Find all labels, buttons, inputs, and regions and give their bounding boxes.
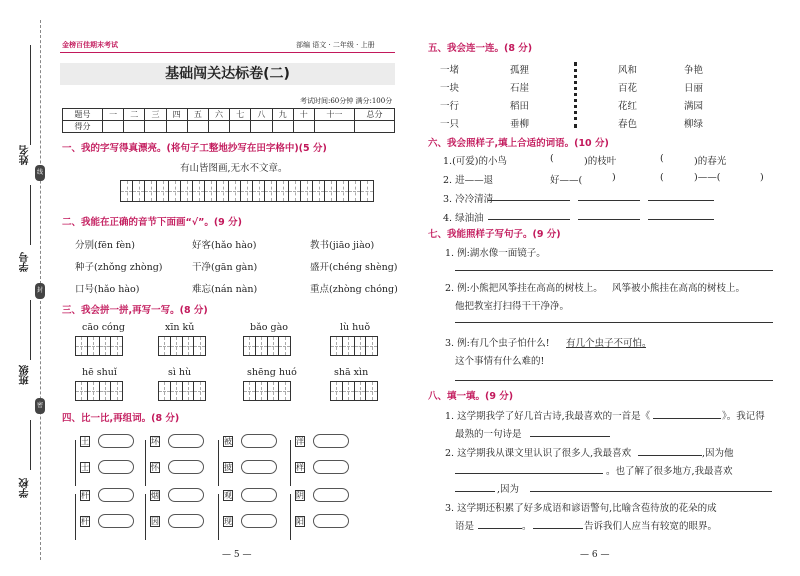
s8-q3d: 告诉我们人应当有较宽的眼界。 [584, 521, 718, 532]
word-oval[interactable] [168, 514, 204, 528]
school-underline [30, 420, 31, 470]
number-label: 学号 [20, 252, 31, 272]
word-oval[interactable] [241, 514, 277, 528]
answer-line[interactable] [455, 380, 773, 381]
s6-suffix: )的春光 [694, 156, 727, 167]
answer-line[interactable] [478, 528, 522, 529]
match-item[interactable]: 争艳 [684, 65, 704, 76]
s8-q3c: 。 [522, 521, 532, 532]
section-2-title: 二、我能在正确的音节下面画“√”。(9 分) [62, 217, 242, 228]
pinyin-label: lù huǒ [340, 322, 371, 333]
header-rule [60, 52, 395, 53]
s6-example: 1.(可爱)的小鸟 [443, 156, 507, 167]
s8-q2d: ,因为 [497, 484, 520, 495]
pinyin-label: bǎo gào [250, 322, 288, 333]
match-item[interactable]: 春色 [618, 119, 638, 130]
pinyin-label: cāo cóng [82, 322, 125, 333]
score-input[interactable] [208, 121, 229, 133]
edition-label: 部编 语文 · 二年级 · 上册 [296, 41, 375, 49]
score-label: 得分 [63, 121, 103, 133]
compare-char: 阴 [296, 491, 304, 500]
word-oval[interactable] [98, 434, 134, 448]
compare-char: 阳 [296, 517, 304, 526]
s8-q2c: 。也了解了很多地方,我最喜欢 [606, 466, 733, 477]
pinyin-label: sì hù [168, 367, 192, 378]
pinyin-choice[interactable]: 分别(fēn fèn) [75, 240, 135, 251]
word-oval[interactable] [241, 488, 277, 502]
match-item[interactable]: 孤狸 [510, 65, 530, 76]
answer-line[interactable] [648, 219, 714, 220]
write-box[interactable] [243, 381, 291, 401]
s6-example: 2. 进——退 [443, 175, 494, 186]
series-label: 金榜百佳期末考试 [62, 40, 118, 49]
answer-line[interactable] [653, 418, 721, 419]
s6-paren-open: ( [660, 153, 664, 164]
score-input[interactable] [272, 121, 293, 133]
compare-char: 烟 [151, 491, 159, 500]
match-item[interactable]: 日丽 [684, 83, 704, 94]
binding-strip [0, 0, 50, 576]
s6-paren-open: ( [550, 153, 554, 164]
s7-example-3: 3. 例:有几个虫子怕什么! [445, 338, 550, 349]
match-item[interactable]: 风和 [618, 65, 638, 76]
s8-q1c: 最熟的一句诗是 [455, 429, 522, 440]
answer-line[interactable] [488, 219, 570, 220]
s6-text: 好——( [550, 175, 583, 186]
score-cell: 二 [124, 109, 145, 121]
word-oval[interactable] [168, 460, 204, 474]
s6-example: 3. 冷冷清清 [443, 194, 494, 205]
pinyin-choice[interactable]: 重点(zhòng chóng) [310, 284, 398, 295]
compare-char: 现 [224, 517, 232, 526]
score-cell: 七 [230, 109, 251, 121]
page-title: 基础闯关达标卷(二) [165, 66, 290, 82]
score-input[interactable] [124, 121, 145, 133]
word-oval[interactable] [313, 514, 349, 528]
answer-line[interactable] [578, 219, 640, 220]
write-box[interactable] [158, 336, 206, 356]
score-input[interactable] [103, 121, 124, 133]
write-box[interactable] [243, 336, 291, 356]
compare-char: 杆 [81, 491, 89, 500]
s7-prompt-2: 他把教室打扫得干干净净。 [455, 301, 570, 312]
score-cell: 十 [293, 109, 314, 121]
binding-hole-2: 封 [35, 283, 45, 299]
compare-char: 被 [224, 437, 232, 446]
write-box[interactable] [75, 336, 123, 356]
s8-q1: 1. 这学期我学了好几首古诗,我最喜欢的一首是《 [445, 411, 651, 422]
dotted-divider [574, 62, 577, 128]
answer-line[interactable] [638, 455, 702, 456]
compare-char: 披 [224, 463, 232, 472]
s7-example-3b: 有几个虫子不可怕。 [566, 338, 652, 349]
s8-q3b: 语是 [455, 521, 475, 532]
class-underline [30, 300, 31, 360]
score-table [62, 108, 395, 133]
score-cell: 十一 [314, 109, 354, 121]
match-item[interactable]: 石崖 [510, 83, 530, 94]
score-cell: 四 [166, 109, 187, 121]
word-oval[interactable] [313, 460, 349, 474]
word-oval[interactable] [98, 460, 134, 474]
write-box[interactable] [158, 381, 206, 401]
pinyin-choice[interactable]: 口号(hǎo hào) [75, 284, 140, 295]
s6-text: ) [612, 172, 616, 183]
match-item[interactable]: 满园 [684, 101, 704, 112]
answer-line[interactable] [455, 473, 603, 474]
answer-line[interactable] [648, 200, 714, 201]
score-value-row [63, 121, 395, 133]
s8-q2: 2. 这学期我从课文里认识了很多人,我最喜欢 [445, 448, 632, 459]
page-number-right: — 6 — [580, 550, 610, 560]
pinyin-label: hē shuǐ [82, 367, 117, 378]
score-input[interactable] [314, 121, 354, 133]
s8-q1b: 》。我记得 [722, 411, 765, 422]
pinyin-label: shēng huó [247, 367, 297, 378]
match-item[interactable]: 百花 [618, 83, 638, 94]
section-7-title: 七、我能照样子写句子。(9 分) [428, 229, 561, 240]
pinyin-choice[interactable]: 种子(zhǒng zhòng) [75, 262, 163, 273]
compare-char: 坏 [151, 437, 159, 446]
section-6-title: 六、我会照样子,填上合适的词语。(10 分) [428, 138, 609, 149]
score-cell: 题号 [63, 109, 103, 121]
match-item[interactable]: 柳绿 [684, 119, 704, 130]
name-label: 姓名 [20, 145, 31, 165]
score-cell: 三 [145, 109, 166, 121]
write-box[interactable] [75, 381, 123, 401]
answer-line[interactable] [578, 200, 640, 201]
binding-hole-3: 密 [35, 398, 45, 414]
time-info: 考试时间:60分钟 满分:100分 [300, 97, 393, 105]
word-oval[interactable] [98, 488, 134, 502]
section-4-title: 四、比一比,再组词。(8 分) [62, 413, 180, 424]
score-input[interactable] [293, 121, 314, 133]
word-oval[interactable] [241, 434, 277, 448]
write-box[interactable] [330, 381, 378, 401]
score-input[interactable] [187, 121, 208, 133]
s8-q3: 3. 这学期还积累了好多成语和谚语警句,比喻含苞待放的花朵的成 [445, 503, 717, 514]
copy-sentence: 有山皆图画,无水不文章。 [180, 163, 288, 174]
word-oval[interactable] [313, 434, 349, 448]
tian-grid[interactable] [120, 180, 374, 202]
s7-example-2: 2. 例:小熊把风筝挂在高高的树枝上。 [445, 283, 603, 294]
score-input[interactable] [354, 121, 394, 133]
section-3-title: 三、我会拼一拼,再写一写。(8 分) [62, 305, 208, 316]
word-oval[interactable] [241, 460, 277, 474]
compare-char: 观 [224, 491, 232, 500]
s6-text: ( [660, 172, 664, 183]
write-box[interactable] [330, 336, 378, 356]
pinyin-label: xīn kǔ [165, 322, 195, 333]
compare-char: 样 [296, 463, 304, 472]
answer-line[interactable] [533, 528, 583, 529]
pinyin-choice[interactable]: 难忘(nán nàn) [192, 284, 258, 295]
school-label: 学校 [20, 478, 31, 498]
answer-line[interactable] [455, 322, 773, 323]
name-underline [30, 45, 31, 145]
score-cell: 六 [208, 109, 229, 121]
score-input[interactable] [145, 121, 166, 133]
s6-example: 4. 绿油油 [443, 213, 484, 224]
compare-char: 土 [81, 437, 89, 446]
score-input[interactable] [251, 121, 272, 133]
pinyin-choice[interactable]: 干净(gān gàn) [192, 262, 258, 273]
pinyin-choice[interactable]: 盛开(chéng shèng) [310, 262, 398, 273]
match-item[interactable]: 一块 [440, 83, 460, 94]
s6-text: ) [760, 172, 764, 183]
number-underline [30, 185, 31, 245]
score-cell: 总分 [354, 109, 394, 121]
answer-line[interactable] [530, 436, 610, 437]
s7-prompt-3: 这个事情有什么难的! [455, 356, 545, 367]
class-label: 班级 [20, 365, 31, 385]
score-input[interactable] [166, 121, 187, 133]
answer-line[interactable] [488, 200, 570, 201]
answer-line[interactable] [530, 491, 772, 492]
page-number-left: — 5 — [222, 550, 252, 560]
answer-line[interactable] [455, 491, 495, 492]
score-input[interactable] [230, 121, 251, 133]
word-oval[interactable] [313, 488, 349, 502]
s6-text: )——( [694, 172, 721, 183]
compare-char: 因 [151, 517, 159, 526]
section-1-title: 一、我的字写得真漂亮。(将句子工整地抄写在田字格中)(5 分) [62, 143, 327, 154]
score-cell: 五 [187, 109, 208, 121]
match-item[interactable]: 一只 [440, 119, 460, 130]
s7-example-1: 1. 例:湖水像一面镜子。 [445, 248, 546, 259]
answer-line[interactable] [455, 270, 773, 271]
match-item[interactable]: 一行 [440, 101, 460, 112]
pinyin-choice[interactable]: 好客(hǎo hào) [192, 240, 257, 251]
compare-char: 洋 [296, 437, 304, 446]
compare-char: 士 [81, 463, 89, 472]
example-underline [566, 347, 646, 348]
section-8-title: 八、填一填。(9 分) [428, 391, 514, 402]
pinyin-choice[interactable]: 教书(jiāo jiào) [310, 240, 375, 251]
match-item[interactable]: 一堵 [440, 65, 460, 76]
match-item[interactable]: 花红 [618, 101, 638, 112]
compare-char: 杆 [81, 517, 89, 526]
section-5-title: 五、我会连一连。(8 分) [428, 43, 533, 54]
compare-char: 怀 [151, 463, 159, 472]
match-item[interactable]: 垂柳 [510, 119, 530, 130]
s6-suffix: )的枝叶 [584, 156, 617, 167]
word-oval[interactable] [168, 488, 204, 502]
s8-q2b: ,因为他 [702, 448, 734, 459]
score-header-row [63, 109, 395, 121]
pinyin-label: shā xìn [334, 367, 369, 378]
binding-hole-1: 线 [35, 165, 45, 181]
word-oval[interactable] [168, 434, 204, 448]
word-oval[interactable] [98, 514, 134, 528]
score-cell: 九 [272, 109, 293, 121]
s7-example-2b: 风筝被小熊挂在高高的树枝上。 [612, 283, 746, 294]
score-cell: 八 [251, 109, 272, 121]
score-cell: 一 [103, 109, 124, 121]
match-item[interactable]: 稻田 [510, 101, 530, 112]
